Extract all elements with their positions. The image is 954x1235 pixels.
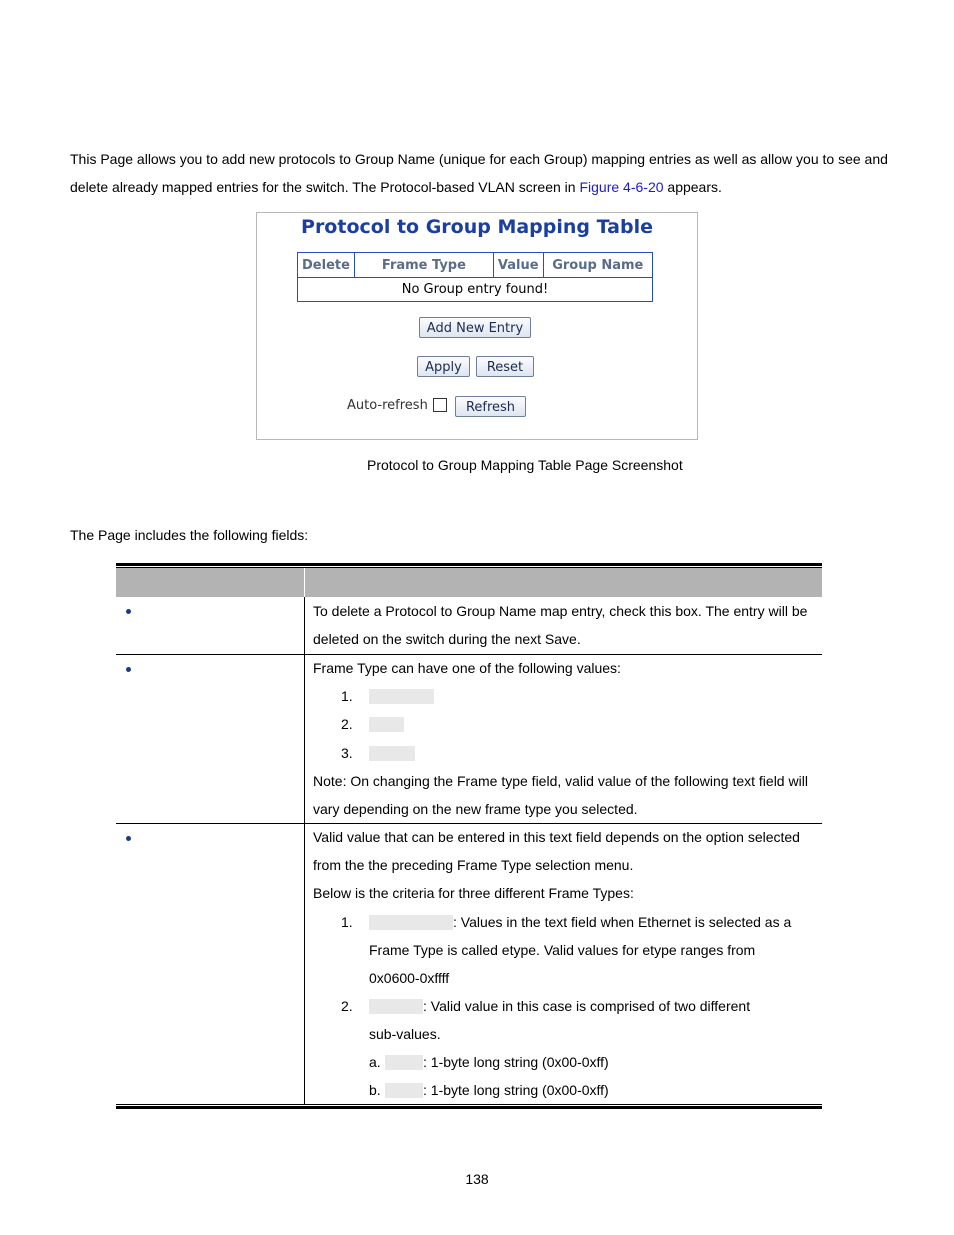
delete-desc-line2: deleted on the switch during the next Save. — [313, 631, 581, 647]
mapping-table — [297, 252, 653, 302]
col-group-name: Group Name — [543, 253, 652, 278]
column-separator — [304, 597, 305, 1105]
refresh-button[interactable]: Refresh — [455, 396, 526, 417]
bullet-icon — [126, 667, 131, 672]
redacted-value — [369, 689, 434, 704]
auto-refresh-label: Auto-refresh — [347, 398, 428, 413]
frame-type-note-line2: vary depending on the new frame type you selected. — [313, 801, 638, 817]
value-line2: from the the preceding Frame Type selection menu. — [313, 857, 634, 873]
value-line3: Below is the criteria for three different Frame Types: — [313, 885, 634, 901]
table-top-rule — [116, 563, 822, 566]
intro-text-end: appears. — [663, 179, 722, 195]
fields-intro: The Page includes the following fields: — [70, 527, 309, 543]
table-header-row — [116, 568, 822, 597]
auto-refresh-checkbox[interactable] — [433, 398, 447, 412]
redacted-value — [385, 1083, 423, 1098]
list-number: 2. — [341, 716, 353, 732]
col-frame-type: Frame Type — [354, 253, 493, 278]
list-number: 2. — [341, 998, 353, 1014]
figure-caption: Protocol to Group Mapping Table Page Screenshot — [367, 457, 683, 473]
value-description — [313, 823, 813, 907]
value-sub-b-text: : 1-byte long string (0x00-0xff) — [423, 1082, 609, 1098]
bullet-icon — [126, 836, 131, 841]
frame-type-note — [313, 767, 813, 823]
value-item1-line3: 0x0600-0xffff — [369, 970, 450, 986]
delete-desc-line1: To delete a Protocol to Group Name map entry, check this box. The entry will be — [313, 603, 808, 619]
value-item2-text: : Valid value in this case is comprised of two different — [423, 998, 751, 1014]
table-bottom-rule — [116, 1106, 822, 1109]
screenshot-title: Protocol to Group Mapping Table — [301, 216, 653, 238]
bullet-icon — [126, 609, 131, 614]
value-item1-line2: Frame Type is called etype. Valid values for etype ranges from — [369, 942, 756, 958]
apply-button[interactable]: Apply — [417, 356, 470, 377]
col-delete: Delete — [298, 253, 355, 278]
redacted-value — [369, 915, 453, 930]
value-sub-a-text: : 1-byte long string (0x00-0xff) — [423, 1054, 609, 1070]
redacted-value — [369, 999, 423, 1014]
redacted-value — [369, 746, 415, 761]
value-line1: Valid value that can be entered in this text field depends on the option selected — [313, 829, 800, 845]
frame-type-note-line1: Note: On changing the Frame type field, valid value of the following text field will — [313, 773, 808, 789]
list-number: 3. — [341, 745, 353, 761]
value-item2-line2: sub-values. — [369, 1026, 441, 1042]
intro-paragraph — [70, 145, 900, 201]
header-separator — [304, 568, 305, 597]
list-number: 1. — [341, 914, 353, 930]
redacted-value — [385, 1055, 423, 1070]
page-number: 138 — [465, 1171, 489, 1187]
sub-list-letter: a. — [369, 1054, 381, 1070]
value-item1-text: : Values in the text field when Ethernet is selected as a — [453, 914, 792, 930]
list-number: 1. — [341, 688, 353, 704]
redacted-value — [369, 717, 404, 732]
figure-link[interactable]: Figure 4-6-20 — [579, 179, 664, 195]
protocol-group-mapping-screenshot — [256, 212, 698, 440]
frame-type-desc: Frame Type can have one of the following values: — [313, 660, 621, 676]
intro-text: This Page allows you to add new protocols to Group Name (unique for each Group) mapping entries as well as allow you to see and delete already mapped entries for the switch. The Protocol-based VLAN screen in — [70, 151, 888, 195]
empty-message: No Group entry found! — [401, 282, 549, 297]
reset-button[interactable]: Reset — [476, 356, 534, 377]
col-value: Value — [493, 253, 543, 278]
table-bottom-rule-thin — [116, 1104, 822, 1105]
delete-description — [313, 597, 813, 653]
add-new-entry-button[interactable]: Add New Entry — [419, 317, 531, 338]
sub-list-letter: b. — [369, 1082, 381, 1098]
